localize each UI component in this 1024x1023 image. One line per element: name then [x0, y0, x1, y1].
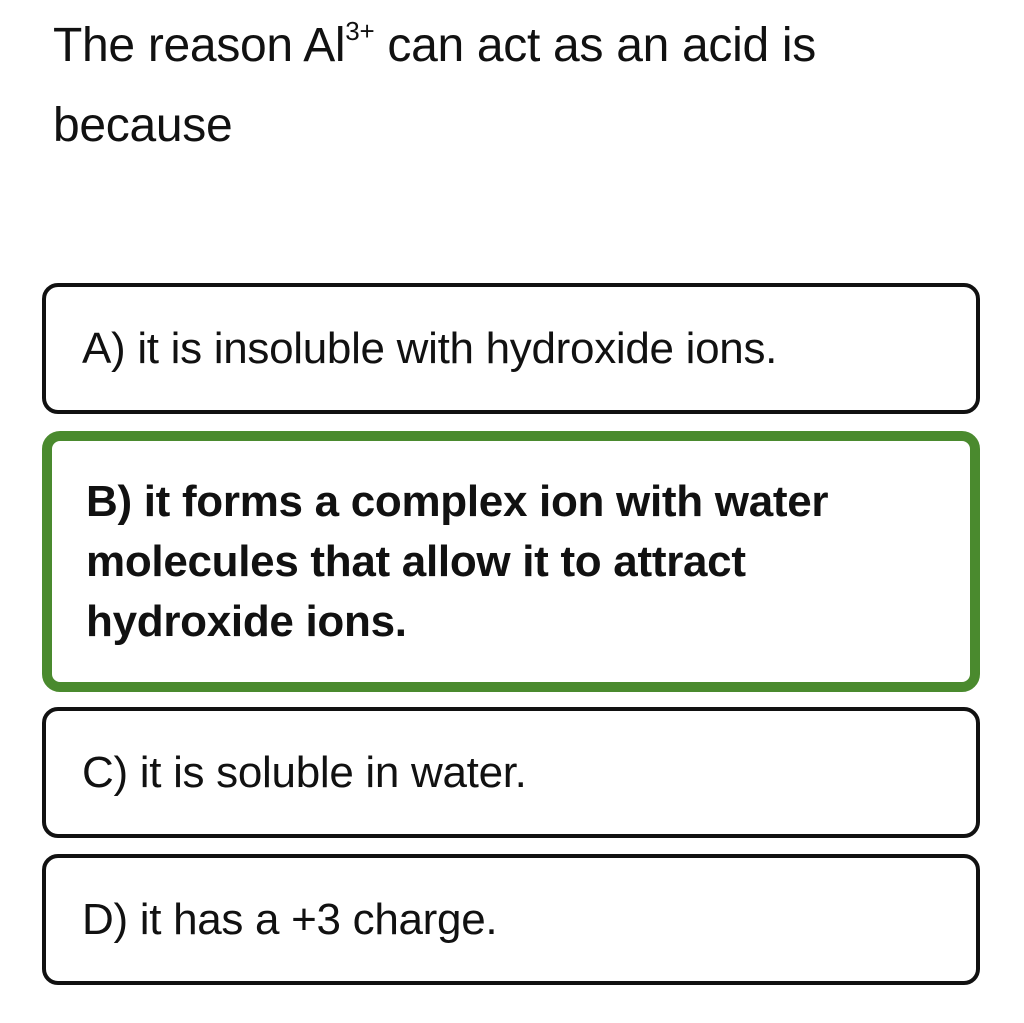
option-b-button[interactable]: [42, 431, 980, 692]
question-text: [53, 6, 993, 166]
option-a-label: A) it is insoluble with hydroxide ions.: [82, 323, 778, 373]
option-d-label: D) it has a +3 charge.: [82, 894, 498, 944]
option-d-button[interactable]: [42, 854, 980, 985]
question-text-before: The reason Al: [53, 19, 346, 72]
option-c-label: C) it is soluble in water.: [82, 747, 527, 797]
option-c-button[interactable]: [42, 707, 980, 838]
question-text-after: can act as an acid is because: [53, 19, 816, 152]
option-a-button[interactable]: [42, 283, 980, 414]
charge-superscript: 3+: [345, 16, 375, 46]
option-b-label: B) it forms a complex ion with water molecules that allow it to attract hydroxide ions.: [86, 476, 829, 646]
